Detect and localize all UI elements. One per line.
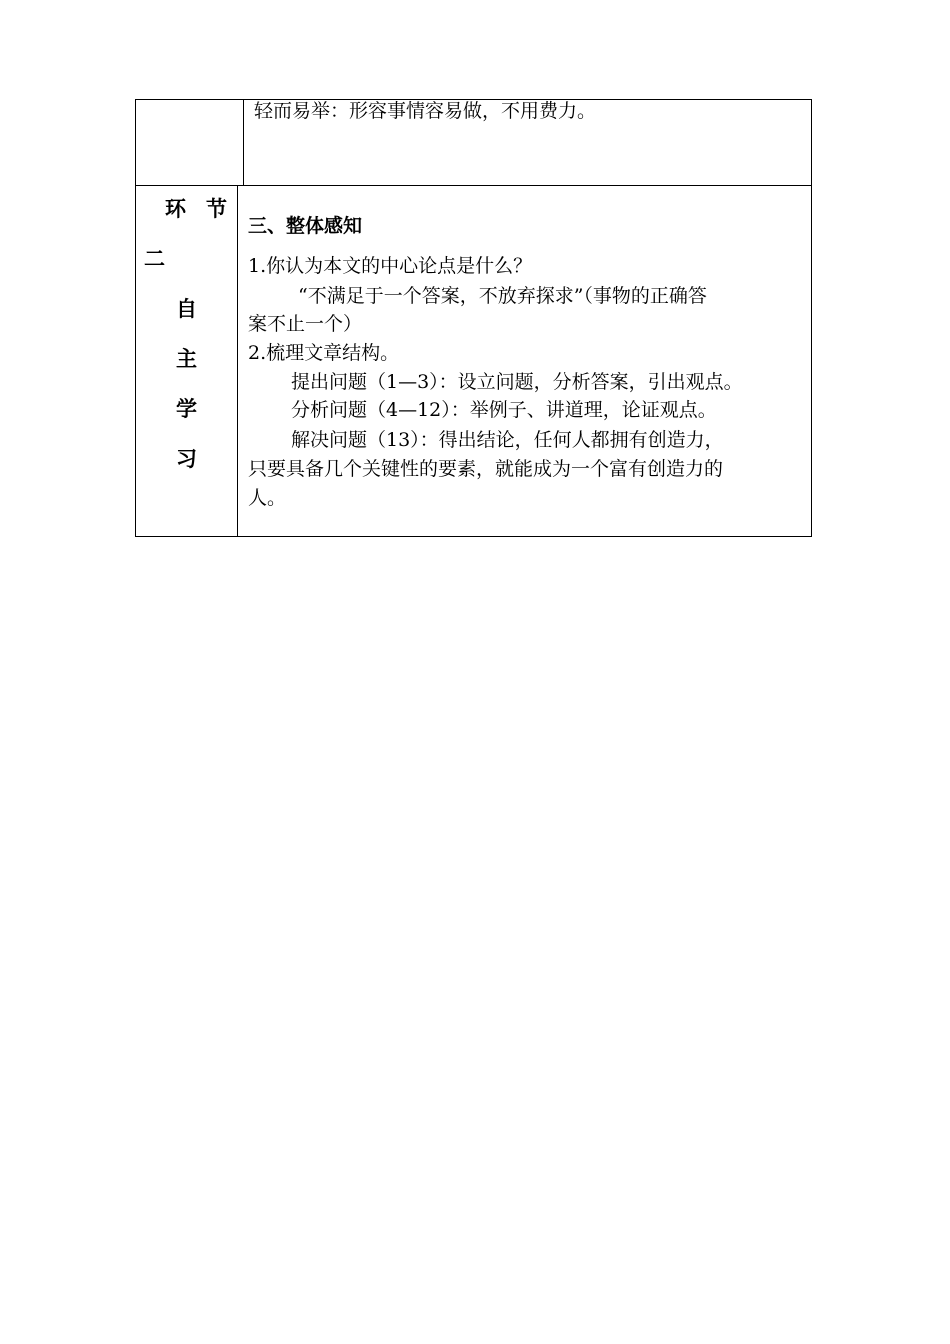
answer-1-line-1: “不满足于一个答案，不放弃探求”（事物的正确答 (298, 285, 707, 307)
structure-part-3-line-2: 只要具备几个关键性的要素，就能成为一个富有创造力的 (248, 458, 724, 480)
section-label-char-2: 节 (206, 197, 227, 221)
structure-part-1: 提出问题（1—3）：设立问题，分析答案，引出观点。 (291, 371, 743, 393)
section-heading: 三、整体感知 (248, 215, 363, 237)
row1-column-divider (243, 99, 244, 186)
section-label-char-7: 习 (176, 447, 197, 471)
section-label-char-4: 自 (176, 297, 197, 321)
answer-1-line-2: 案不止一个） (248, 313, 363, 335)
structure-part-3-line-3: 人。 (248, 487, 287, 509)
section-label-char-6: 学 (176, 397, 197, 421)
row2-column-divider (237, 185, 238, 537)
section-label-char-3: 二 (144, 247, 165, 271)
table-left-border (135, 99, 136, 537)
section-label-char-1: 环 (165, 197, 186, 221)
question-1: 1.你认为本文的中心论点是什么？ (248, 255, 533, 277)
idiom-definition: 轻而易举：形容事情容易做，不用费力。 (254, 100, 597, 122)
question-2: 2.梳理文章结构。 (248, 342, 400, 364)
section-label-char-5: 主 (176, 347, 197, 371)
structure-part-2: 分析问题（4—12）：举例子、讲道理，论证观点。 (291, 399, 717, 421)
structure-part-3-line-1: 解决问题（13）：得出结论，任何人都拥有创造力， (291, 429, 724, 451)
table-right-border (811, 99, 812, 537)
